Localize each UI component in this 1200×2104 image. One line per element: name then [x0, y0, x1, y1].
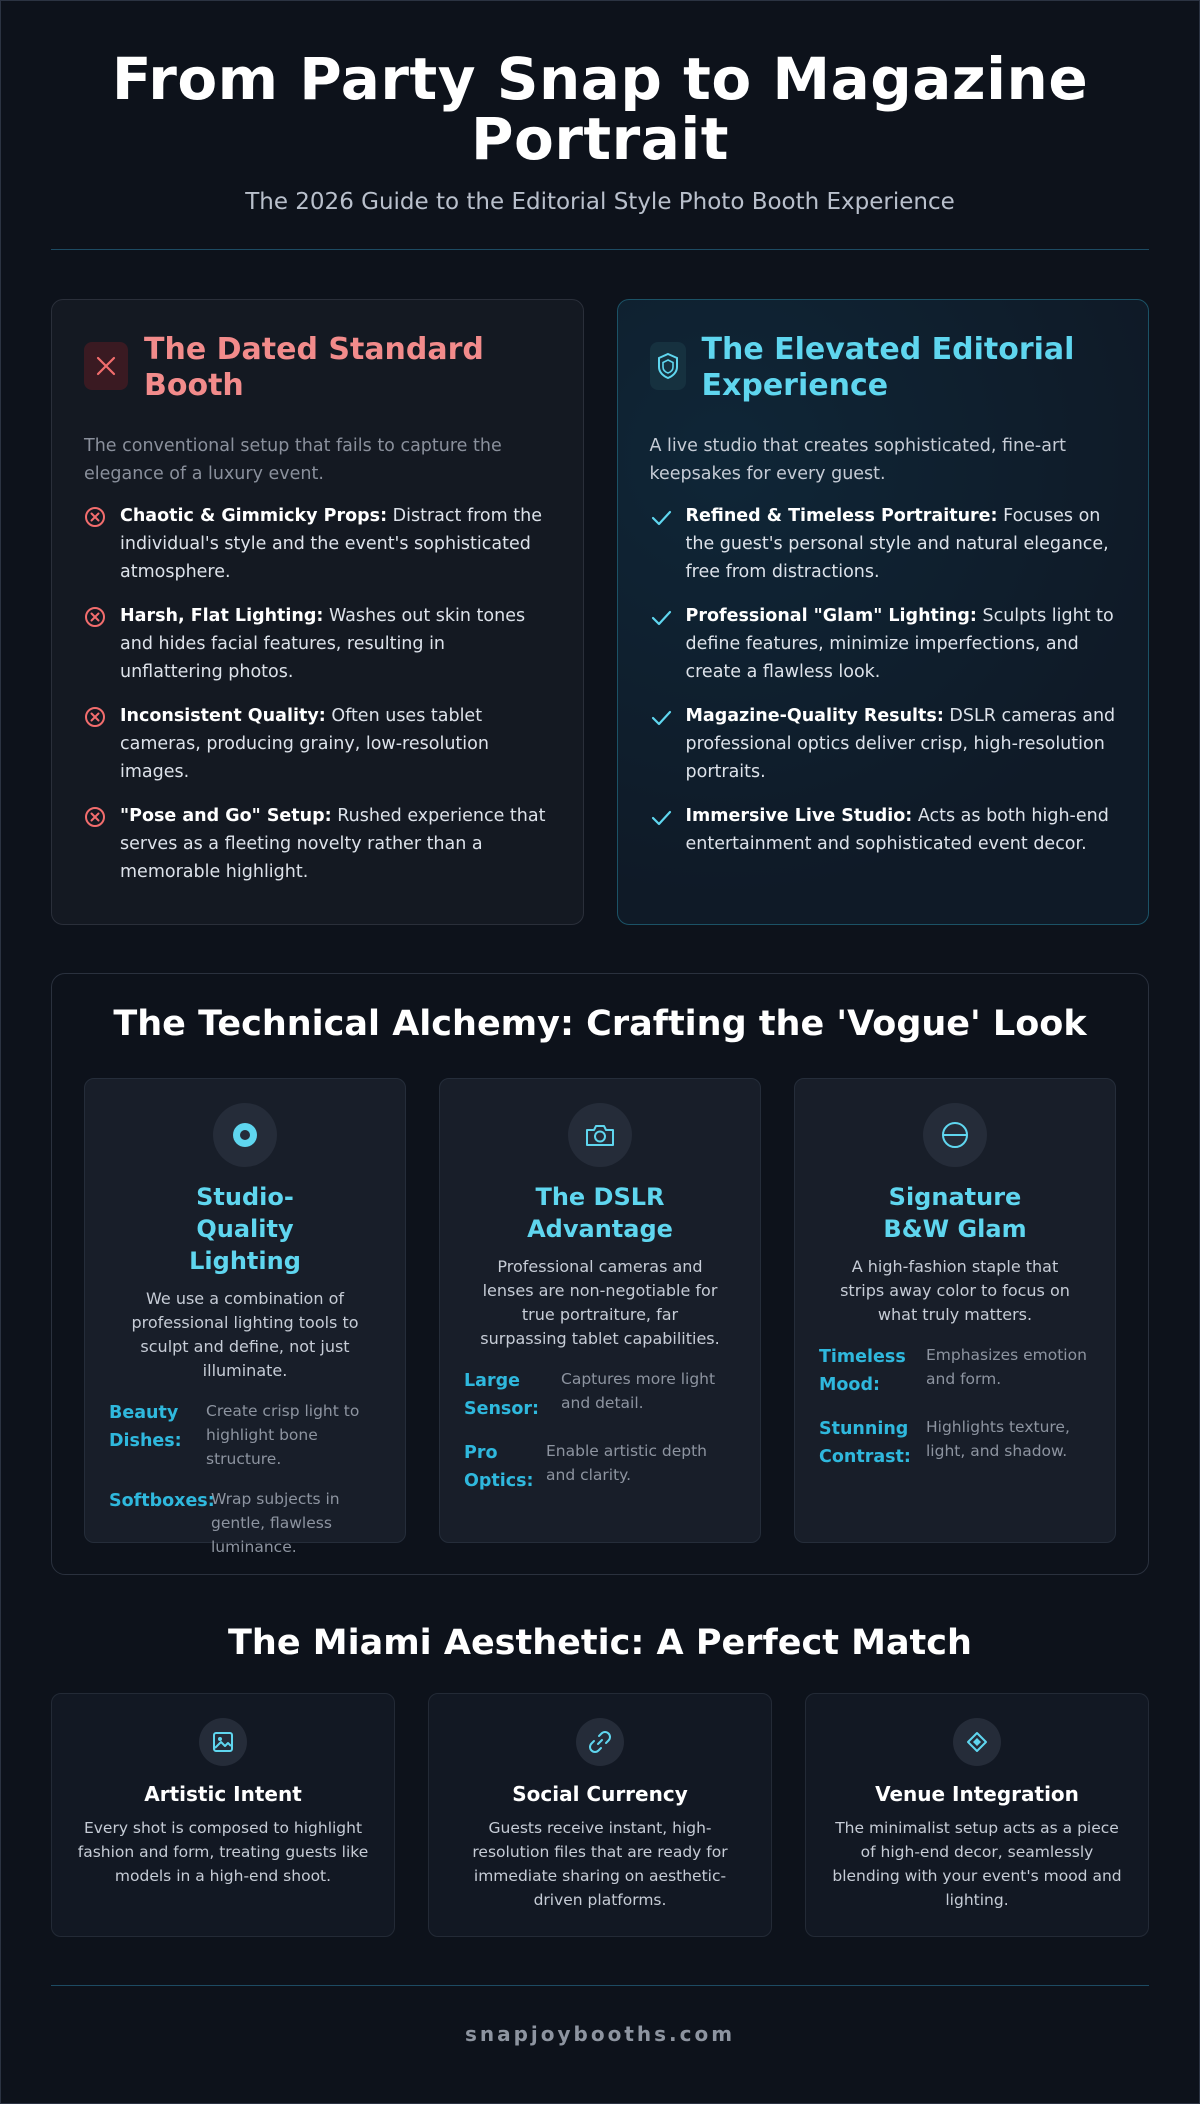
check-icon [650, 502, 672, 586]
spec-row [464, 1367, 736, 1423]
spec-label: Timeless Mood: [819, 1347, 906, 1395]
item-label: Professional "Glam" Lighting: [685, 606, 977, 626]
technical-card-description: A high-fashion staple that strips away color to focus on what truly matters. [840, 1257, 1070, 1324]
card-header [84, 332, 551, 404]
item-description: DSLR cameras and professional optics deliver crisp, high-resolution portraits. [685, 706, 1116, 782]
technical-card-description: Professional cameras and lenses are non-negotiable for true portraiture, far surpassing tablet capabilities. [480, 1257, 720, 1348]
footer-website[interactable]: snapjoybooths.com [464, 2022, 736, 2046]
item-description: Washes out skin tones and hides facial features, resulting in unflattering photos. [120, 606, 526, 682]
item-label: Magazine-Quality Results: [685, 706, 944, 726]
spec-text: Create crisp light to highlight bone structure. [206, 1402, 360, 1468]
card-title: The Elevated Editorial Experience [701, 332, 1075, 403]
spec-label: Pro Optics: [464, 1443, 534, 1491]
image-icon [199, 1718, 247, 1766]
spec-row [109, 1399, 381, 1471]
item-text [120, 702, 551, 786]
spec-text: Wrap subjects in gentle, flawless luminance. [211, 1490, 340, 1556]
spec-label: Stunning Contrast: [819, 1419, 911, 1467]
list-item [650, 602, 1117, 686]
card-title: The Dated Standard Booth [144, 332, 484, 403]
item-description: Often uses tablet cameras, producing grainy, low-resolution images. [120, 706, 489, 782]
check-icon [650, 702, 672, 786]
technical-card-title: Studio-Quality Lighting [189, 1183, 301, 1275]
miami-card [805, 1693, 1149, 1937]
link-icon [576, 1718, 624, 1766]
item-text [120, 802, 551, 886]
item-text [686, 702, 1117, 786]
spec-row [109, 1487, 381, 1559]
card-header [650, 332, 1117, 404]
spec-label: Softboxes: [109, 1491, 215, 1511]
x-mark-icon [84, 342, 128, 390]
technical-section [51, 973, 1149, 1575]
x-circle-icon [84, 802, 106, 886]
item-text [120, 502, 551, 586]
light-bulb-ring-icon [213, 1103, 277, 1167]
list-item [650, 502, 1117, 586]
shield-icon [650, 342, 686, 390]
list-item [84, 602, 551, 686]
editorial-experience-card [617, 299, 1150, 925]
comparison-section [51, 299, 1149, 925]
item-text [686, 602, 1117, 686]
item-label: Refined & Timeless Portraiture: [685, 506, 998, 526]
camera-icon [568, 1103, 632, 1167]
x-circle-icon [84, 602, 106, 686]
miami-card-title: Social Currency [512, 1782, 688, 1806]
technical-card-description: We use a combination of professional lighting tools to sculpt and define, not just illuminate. [131, 1289, 359, 1380]
technical-card-title: Signature B&W Glam [883, 1183, 1027, 1243]
spec-row [819, 1415, 1091, 1471]
item-description: Sculpts light to define features, minimize imperfections, and create a flawless look. [685, 606, 1114, 682]
item-text [686, 502, 1117, 586]
card-description: A live studio that creates sophisticated, fine-art keepsakes for every guest. [649, 436, 1066, 484]
spec-text: Emphasizes emotion and form. [926, 1346, 1087, 1388]
page-title: From Party Snap to Magazine Portrait [111, 45, 1089, 173]
section-title: The Miami Aesthetic: A Perfect Match [228, 1623, 972, 1663]
half-circle-icon [923, 1103, 987, 1167]
spec-text: Highlights texture, light, and shadow. [926, 1418, 1070, 1460]
spec-label: Large Sensor: [464, 1371, 539, 1419]
diamond-icon [953, 1718, 1001, 1766]
item-list [650, 502, 1117, 858]
spec-text: Captures more light and detail. [561, 1370, 716, 1412]
dated-booth-card [51, 299, 584, 925]
miami-card [428, 1693, 772, 1937]
list-item [84, 802, 551, 886]
miami-cards [51, 1693, 1149, 1937]
item-label: Inconsistent Quality: [120, 706, 326, 726]
miami-card-title: Venue Integration [875, 1782, 1079, 1806]
item-label: Harsh, Flat Lighting: [120, 606, 324, 626]
section-title: The Technical Alchemy: Crafting the 'Vogue' Look [113, 1004, 1087, 1044]
item-description: Acts as both high-end entertainment and sophisticated event decor. [685, 806, 1109, 854]
technical-cards [84, 1078, 1116, 1556]
technical-card [84, 1078, 406, 1556]
footer-divider [51, 1985, 1149, 1986]
item-description: Distract from the individual's style and the event's sophisticated atmosphere. [120, 506, 542, 582]
page-subtitle: The 2026 Guide to the Editorial Style Photo Booth Experience [245, 189, 955, 215]
spec-text: Enable artistic depth and clarity. [546, 1442, 708, 1484]
spec-label: Beauty Dishes: [109, 1403, 182, 1451]
item-description: Focuses on the guest's personal style and natural elegance, free from distractions. [685, 506, 1109, 582]
technical-card [794, 1078, 1116, 1543]
item-list [84, 502, 551, 886]
header-divider [51, 249, 1149, 250]
item-description: Rushed experience that serves as a fleeting novelty rather than a memorable highlight. [120, 806, 546, 882]
list-item [84, 502, 551, 586]
spec-row [464, 1439, 736, 1495]
card-description: The conventional setup that fails to capture the elegance of a luxury event. [84, 436, 502, 484]
header [51, 1, 1149, 215]
list-item [650, 802, 1117, 858]
miami-card [51, 1693, 395, 1937]
item-text [120, 602, 551, 686]
item-label: "Pose and Go" Setup: [120, 806, 332, 826]
miami-card-title: Artistic Intent [144, 1782, 302, 1806]
item-label: Immersive Live Studio: [685, 806, 913, 826]
miami-card-description: Guests receive instant, high-resolution files that are ready for immediate sharing on aesthetic-driven platforms. [472, 1819, 728, 1909]
check-icon [650, 602, 672, 686]
x-circle-icon [84, 502, 106, 586]
miami-card-description: The minimalist setup acts as a piece of high-end decor, seamlessly blending with your event's mood and lighting. [832, 1819, 1122, 1909]
miami-card-description: Every shot is composed to highlight fashion and form, treating guests like models in a high-end shoot. [77, 1819, 369, 1885]
list-item [650, 702, 1117, 786]
check-icon [650, 802, 672, 858]
spec-row [819, 1343, 1091, 1399]
technical-card [439, 1078, 761, 1543]
list-item [84, 702, 551, 786]
x-circle-icon [84, 702, 106, 786]
item-text [686, 802, 1117, 858]
item-label: Chaotic & Gimmicky Props: [120, 506, 388, 526]
technical-card-title: The DSLR Advantage [527, 1183, 673, 1243]
